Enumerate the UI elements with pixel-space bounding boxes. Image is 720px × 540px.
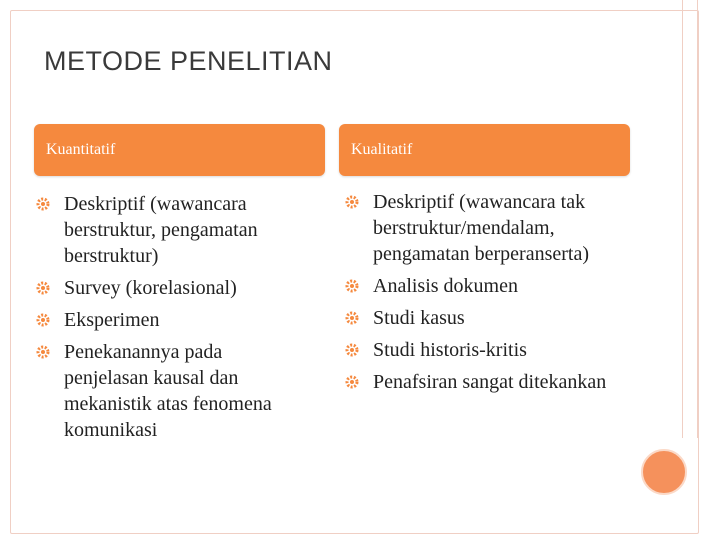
list-item — [344, 305, 634, 331]
list-item-text: Studi kasus — [373, 307, 465, 329]
list-item-text: Survey (korelasional) — [64, 277, 237, 299]
list-item — [35, 191, 305, 269]
gear-bullet-icon — [344, 278, 360, 294]
gear-bullet-icon — [344, 194, 360, 210]
list-item-text: Penekanannya pada penjelasan kausal dan mekanistik atas fenomena komunikasi — [64, 341, 272, 441]
gear-bullet-icon — [344, 342, 360, 358]
gear-bullet-icon — [35, 344, 51, 360]
column-header-kualitatif: Kualitatif — [339, 124, 630, 176]
list-item-text: Penafsiran sangat ditekankan — [373, 371, 607, 393]
gear-bullet-icon — [35, 312, 51, 328]
kualitatif-list — [344, 189, 634, 401]
decorative-rail — [682, 0, 698, 438]
decorative-circle — [641, 449, 687, 495]
list-item-text: Analisis dokumen — [373, 275, 518, 297]
list-item — [344, 337, 634, 363]
list-item — [35, 275, 305, 301]
list-item-text: Eksperimen — [64, 309, 160, 331]
kuantitatif-list — [35, 191, 305, 449]
list-item-text: Deskriptif (wawancara berstruktur, pengamatan berstruktur) — [64, 193, 258, 267]
list-item — [344, 189, 634, 267]
gear-bullet-icon — [344, 374, 360, 390]
list-item — [344, 273, 634, 299]
list-item — [35, 307, 305, 333]
list-item-text: Studi historis-kritis — [373, 339, 527, 361]
column-header-kuantitatif: Kuantitatif — [34, 124, 325, 176]
gear-bullet-icon — [35, 196, 51, 212]
gear-bullet-icon — [344, 310, 360, 326]
slide-title: METODE PENELITIAN — [44, 46, 333, 76]
list-item-text: Deskriptif (wawancara tak berstruktur/mendalam, pengamatan berperanserta) — [373, 191, 589, 265]
list-item — [344, 369, 634, 395]
list-item — [35, 339, 305, 443]
gear-bullet-icon — [35, 280, 51, 296]
